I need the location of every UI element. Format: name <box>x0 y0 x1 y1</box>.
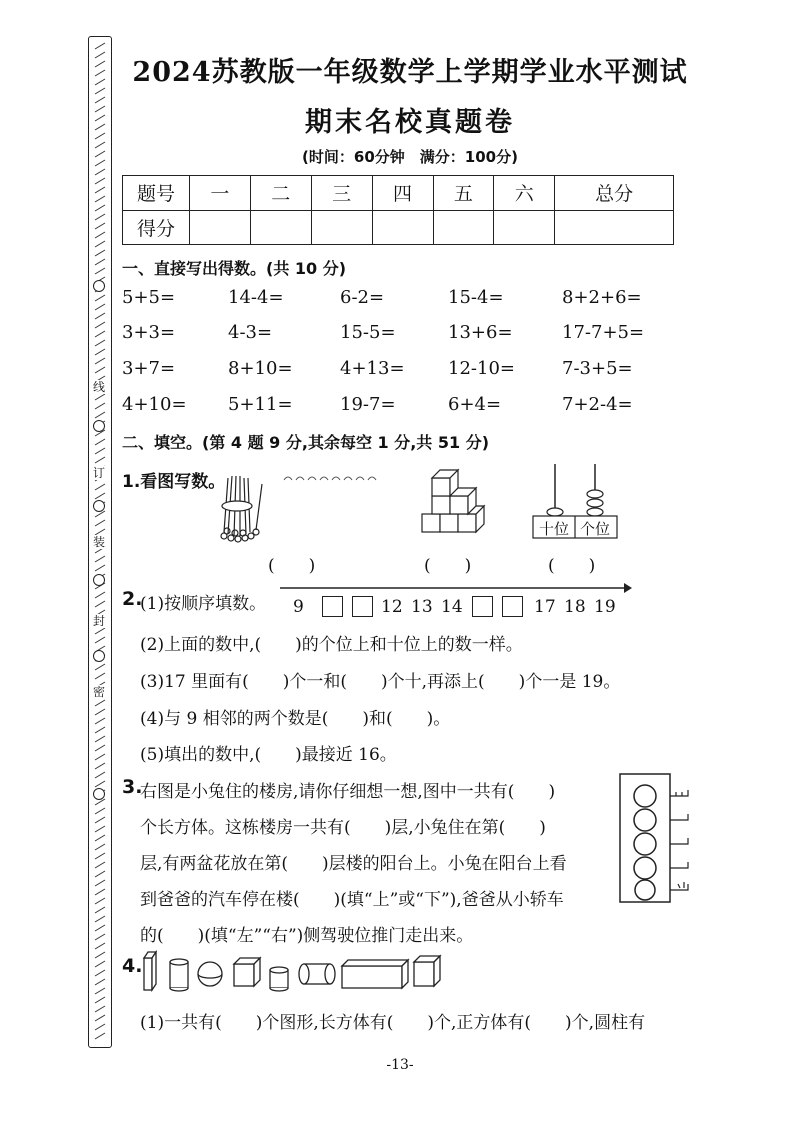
binding-hatch-mark <box>95 178 105 184</box>
binding-hatch-mark <box>95 403 105 409</box>
sticks-illustration <box>210 470 390 550</box>
equation: 15-4= <box>448 287 504 308</box>
binding-hatch-mark <box>95 736 105 742</box>
score-cell-header: 六 <box>494 176 555 211</box>
q2-part3: (3)17 里面有( )个一和( )个十,再添上( )个一是 19。 <box>140 672 621 692</box>
number-line-value: 14 <box>441 597 463 617</box>
equation: 4+10= <box>122 394 187 415</box>
binding-hatch-mark <box>95 88 105 94</box>
binding-hatch-mark <box>95 448 105 454</box>
binding-hatch-mark <box>95 772 105 778</box>
binding-hatch-mark <box>95 961 105 967</box>
binding-hatch-mark <box>95 592 105 598</box>
number-line-blank[interactable] <box>472 596 493 617</box>
score-cell-header: 总分 <box>555 176 674 211</box>
exam-time-info: (时间：60分钟 满分：100分) <box>302 148 518 166</box>
binding-hatch-mark <box>95 556 105 562</box>
q2-part1: (1)按顺序填数。 <box>140 594 267 614</box>
binding-hatch-mark <box>95 1024 105 1030</box>
binding-hatch-mark <box>95 457 105 463</box>
binding-char-ding: 订 <box>89 466 109 480</box>
binding-hatch-mark <box>95 250 105 256</box>
number-line-value: 18 <box>564 597 586 617</box>
equation: 17-7+5= <box>562 322 645 343</box>
binding-hatch-mark <box>95 349 105 355</box>
score-cell-input[interactable] <box>372 210 433 245</box>
page-title: 2024苏教版一年级数学上学期学业水平测试 <box>132 57 688 88</box>
equation: 13+6= <box>448 322 513 343</box>
equation: 8+10= <box>228 358 293 379</box>
equation: 7+2-4= <box>562 394 633 415</box>
q3-line: 右图是小兔住的楼房,请你仔细想一想,图中一共有( ) <box>140 782 556 802</box>
binding-hatch-mark <box>95 700 105 706</box>
binding-hatch-mark <box>95 259 105 265</box>
equation: 15-5= <box>340 322 396 343</box>
binding-hatch-mark <box>95 124 105 130</box>
binding-hatch-mark <box>95 727 105 733</box>
binding-hatch-mark <box>95 268 105 274</box>
score-table-header-row <box>123 176 674 211</box>
binding-circle <box>93 574 105 586</box>
binding-hatch-mark <box>95 601 105 607</box>
binding-hatch-mark <box>95 808 105 814</box>
binding-hatch-mark <box>95 70 105 76</box>
equation: 5+5= <box>122 287 176 308</box>
binding-hatch-mark <box>95 817 105 823</box>
q4-number: 4. <box>122 955 143 977</box>
binding-hatch-mark <box>95 916 105 922</box>
binding-hatch-mark <box>95 484 105 490</box>
score-cell-header: 四 <box>372 176 433 211</box>
equation: 8+2+6= <box>562 287 642 308</box>
binding-hatch-mark <box>95 106 105 112</box>
binding-hatch-mark <box>95 520 105 526</box>
cubes-illustration <box>418 462 498 542</box>
score-cell-header: 一 <box>190 176 251 211</box>
number-line-blank[interactable] <box>352 596 373 617</box>
score-cell-input[interactable] <box>555 210 674 245</box>
equation: 6+4= <box>448 394 502 415</box>
page-number: -13- <box>386 1057 414 1073</box>
binding-hatch-mark <box>95 943 105 949</box>
score-table <box>122 175 674 245</box>
binding-hatch-mark <box>95 115 105 121</box>
number-line-value: 13 <box>411 597 433 617</box>
score-cell-header: 五 <box>433 176 494 211</box>
binding-hatch-mark <box>95 133 105 139</box>
binding-hatch-mark <box>95 871 105 877</box>
building-illustration <box>616 770 696 906</box>
number-line <box>278 578 634 598</box>
binding-circle <box>93 280 105 292</box>
binding-hatch-mark <box>95 880 105 886</box>
equation: 6-2= <box>340 287 385 308</box>
number-line-value: 9 <box>293 597 304 617</box>
number-line-value: 12 <box>381 597 403 617</box>
binding-hatch-mark <box>95 709 105 715</box>
q3-line: 个长方体。这栋楼房一共有( )层,小兔住在第( ) <box>140 818 546 838</box>
binding-hatch-mark <box>95 151 105 157</box>
binding-hatch-mark <box>95 952 105 958</box>
binding-hatch-mark <box>95 241 105 247</box>
binding-hatch-mark <box>95 673 105 679</box>
binding-hatch-mark <box>95 979 105 985</box>
equation: 5+11= <box>228 394 293 415</box>
binding-hatch-mark <box>95 781 105 787</box>
q3-number: 3. <box>122 776 143 798</box>
page-subtitle-title: 期末名校真题卷 <box>305 107 515 138</box>
binding-circle <box>93 500 105 512</box>
binding-hatch-mark <box>95 223 105 229</box>
q1-answer-blank[interactable]: ( ) <box>548 556 596 576</box>
binding-char-feng: 封 <box>89 614 109 628</box>
score-cell-input[interactable] <box>494 210 555 245</box>
binding-hatch-mark <box>95 763 105 769</box>
binding-hatch-mark <box>95 313 105 319</box>
binding-hatch-mark <box>95 826 105 832</box>
binding-hatch-mark <box>95 367 105 373</box>
score-cell-input[interactable] <box>250 210 311 245</box>
binding-hatch-mark <box>95 907 105 913</box>
binding-circle <box>93 788 105 800</box>
number-line-blank[interactable] <box>322 596 343 617</box>
number-line-value: 19 <box>594 597 616 617</box>
equation: 12-10= <box>448 358 515 379</box>
binding-hatch-mark <box>95 1033 105 1039</box>
binding-hatch-mark <box>95 898 105 904</box>
binding-hatch-mark <box>95 925 105 931</box>
q2-part2: (2)上面的数中,( )的个位上和十位上的数一样。 <box>140 635 523 655</box>
q1-label: 1.看图写数。 <box>122 472 226 492</box>
equation: 14-4= <box>228 287 284 308</box>
binding-hatch-mark <box>95 331 105 337</box>
binding-hatch-mark <box>95 844 105 850</box>
binding-hatch-mark <box>95 358 105 364</box>
binding-hatch-mark <box>95 664 105 670</box>
binding-hatch-mark <box>95 412 105 418</box>
binding-hatch-mark <box>95 439 105 445</box>
equation: 4-3= <box>228 322 273 343</box>
q2-part4: (4)与 9 相邻的两个数是( )和( )。 <box>140 709 451 729</box>
binding-hatch-mark <box>95 970 105 976</box>
abacus-ones-label: 个位 <box>579 520 610 538</box>
score-cell-input[interactable] <box>190 210 251 245</box>
binding-circle <box>93 420 105 432</box>
abacus-tens-label: 十位 <box>538 520 569 538</box>
binding-hatch-mark <box>95 322 105 328</box>
binding-char-xian: 线 <box>89 380 109 394</box>
q3-line: 到爸爸的汽车停在楼( )(填“上”或“下”),爸爸从小轿车 <box>140 890 564 910</box>
score-cell-header: 题号 <box>123 176 190 211</box>
binding-hatch-mark <box>95 1015 105 1021</box>
equation: 3+7= <box>122 358 176 379</box>
equation: 19-7= <box>340 394 396 415</box>
binding-hatch-mark <box>95 1006 105 1012</box>
binding-hatch-mark <box>95 169 105 175</box>
section1-title: 一、直接写出得数。(共 10 分) <box>122 259 347 278</box>
binding-hatch-mark <box>95 142 105 148</box>
score-cell-label: 得分 <box>123 210 190 245</box>
score-table-score-row <box>123 210 674 245</box>
binding-char-zhuang: 装 <box>89 535 109 549</box>
q1-answer-blank[interactable]: ( ) <box>268 556 316 576</box>
binding-hatch-mark <box>95 988 105 994</box>
binding-hatch-mark <box>95 637 105 643</box>
binding-hatch-mark <box>95 745 105 751</box>
binding-circle <box>93 650 105 662</box>
binding-hatch-mark <box>95 304 105 310</box>
binding-hatch-mark <box>95 187 105 193</box>
binding-char-mi: 密 <box>89 685 109 699</box>
number-line-value: 17 <box>534 597 556 617</box>
score-cell-header: 二 <box>250 176 311 211</box>
q3-line: 层,有两盆花放在第( )层楼的阳台上。小兔在阳台上看 <box>140 854 567 874</box>
binding-hatch-mark <box>95 628 105 634</box>
section2-title: 二、填空。(第 4 题 9 分,其余每空 1 分,共 51 分) <box>122 433 490 452</box>
score-cell-input[interactable] <box>433 210 494 245</box>
binding-hatch-mark <box>95 493 105 499</box>
q2-number: 2. <box>122 588 143 610</box>
solids-illustration <box>138 950 448 995</box>
binding-hatch-mark <box>95 862 105 868</box>
binding-hatch-mark <box>95 340 105 346</box>
binding-hatch-mark <box>95 160 105 166</box>
binding-hatch-mark <box>95 52 105 58</box>
q4-part1: (1)一共有( )个图形,长方体有( )个,正方体有( )个,圆柱有 <box>140 1013 646 1033</box>
binding-hatch-mark <box>95 934 105 940</box>
q2-part5: (5)填出的数中,( )最接近 16。 <box>140 745 397 765</box>
binding-hatch-mark <box>95 205 105 211</box>
binding-hatch-mark <box>95 43 105 49</box>
q3-line: 的( )(填“左”“右”)侧驾驶位推门走出来。 <box>140 926 474 946</box>
binding-hatch-mark <box>95 394 105 400</box>
binding-hatch-mark <box>95 232 105 238</box>
binding-hatch-mark <box>95 718 105 724</box>
score-cell-header: 三 <box>311 176 372 211</box>
binding-hatch-mark <box>95 214 105 220</box>
binding-hatch-mark <box>95 61 105 67</box>
number-line-blank[interactable] <box>502 596 523 617</box>
binding-hatch-mark <box>95 196 105 202</box>
binding-hatch-mark <box>95 97 105 103</box>
binding-hatch-mark <box>95 835 105 841</box>
binding-hatch-mark <box>95 997 105 1003</box>
equation: 4+13= <box>340 358 405 379</box>
binding-hatch-mark <box>95 565 105 571</box>
binding-hatch-mark <box>95 295 105 301</box>
binding-hatch-mark <box>95 889 105 895</box>
score-cell-input[interactable] <box>311 210 372 245</box>
q1-answer-blank[interactable]: ( ) <box>424 556 472 576</box>
equation: 7-3+5= <box>562 358 633 379</box>
binding-hatch-mark <box>95 79 105 85</box>
binding-hatch-mark <box>95 853 105 859</box>
equation: 3+3= <box>122 322 176 343</box>
binding-hatch-mark <box>95 754 105 760</box>
